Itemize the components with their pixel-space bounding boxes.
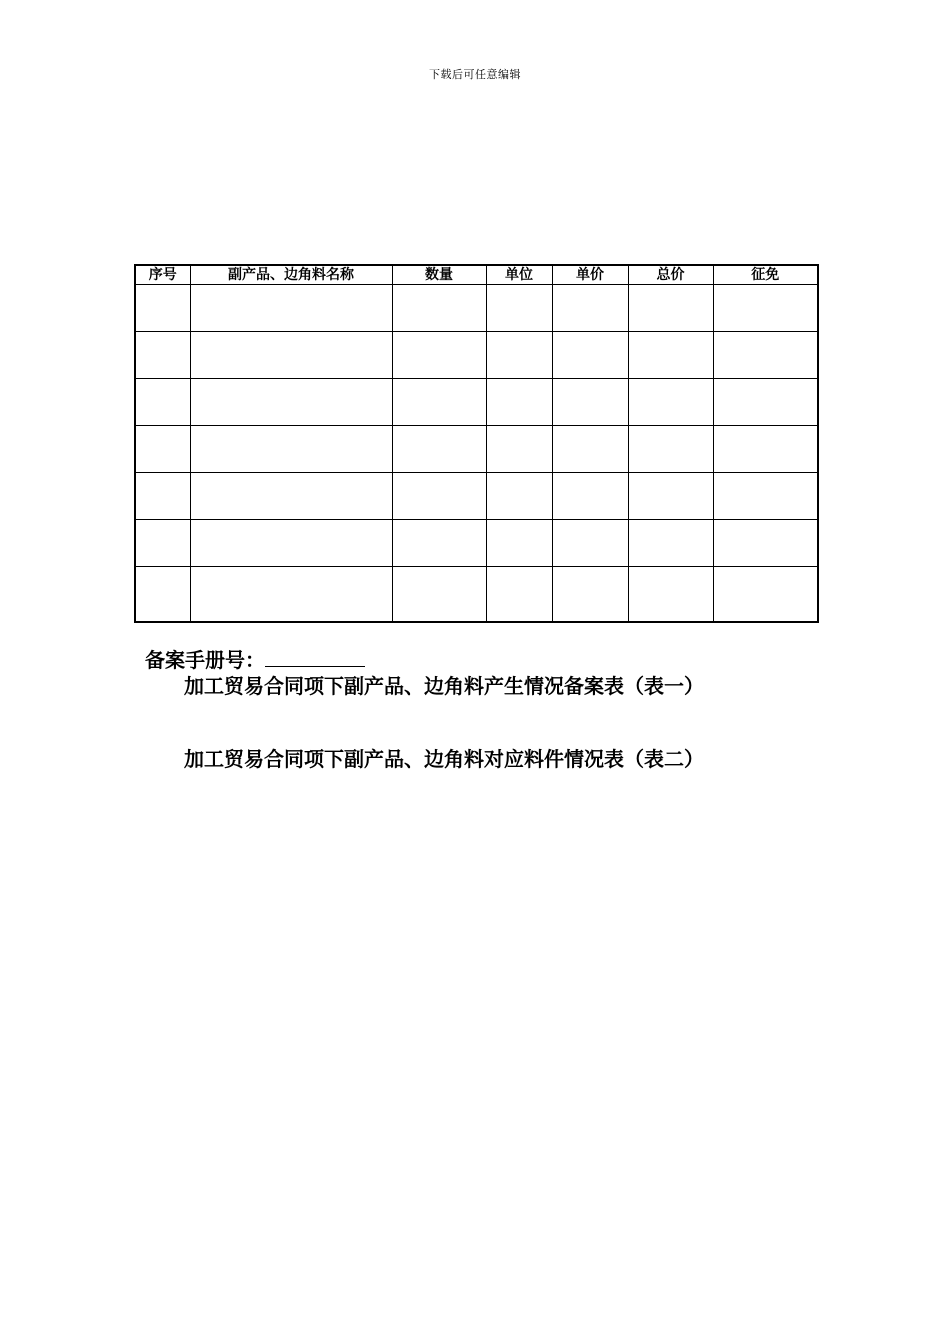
table-row bbox=[135, 332, 818, 379]
page-header-note: 下载后可任意编辑 bbox=[429, 68, 521, 81]
table-cell[interactable] bbox=[628, 473, 713, 520]
table-cell[interactable] bbox=[713, 285, 818, 332]
table-cell[interactable] bbox=[392, 332, 486, 379]
table-cell[interactable] bbox=[135, 567, 190, 623]
table-row bbox=[135, 285, 818, 332]
column-header-total-price: 总价 bbox=[628, 265, 713, 285]
column-header-tax-status: 征免 bbox=[713, 265, 818, 285]
table-cell[interactable] bbox=[190, 332, 392, 379]
table-cell[interactable] bbox=[713, 332, 818, 379]
table-cell[interactable] bbox=[135, 426, 190, 473]
table-cell[interactable] bbox=[628, 379, 713, 426]
table-cell[interactable] bbox=[552, 379, 628, 426]
table-cell[interactable] bbox=[552, 426, 628, 473]
table-row bbox=[135, 379, 818, 426]
column-header-serial: 序号 bbox=[135, 265, 190, 285]
table-cell[interactable] bbox=[190, 473, 392, 520]
table-cell[interactable] bbox=[552, 567, 628, 623]
column-header-quantity: 数量 bbox=[392, 265, 486, 285]
table-cell[interactable] bbox=[392, 379, 486, 426]
table-cell[interactable] bbox=[486, 379, 552, 426]
table-row bbox=[135, 520, 818, 567]
table-cell[interactable] bbox=[392, 285, 486, 332]
table-cell[interactable] bbox=[628, 426, 713, 473]
table-cell[interactable] bbox=[486, 332, 552, 379]
form-title-table-two: 加工贸易合同项下副产品、边角料对应料件情况表（表二） bbox=[184, 747, 704, 771]
column-header-item-name: 副产品、边角料名称 bbox=[190, 265, 392, 285]
manual-number-label: 备案手册号： bbox=[145, 648, 265, 672]
table-cell[interactable] bbox=[713, 567, 818, 623]
table-cell[interactable] bbox=[135, 473, 190, 520]
table-cell[interactable] bbox=[190, 567, 392, 623]
table-cell[interactable] bbox=[190, 285, 392, 332]
table-header-row bbox=[135, 265, 818, 285]
table-cell[interactable] bbox=[392, 567, 486, 623]
form-title-table-one: 加工贸易合同项下副产品、边角料产生情况备案表（表一） bbox=[184, 674, 704, 698]
table-cell[interactable] bbox=[552, 473, 628, 520]
table-cell[interactable] bbox=[135, 520, 190, 567]
table-cell[interactable] bbox=[135, 332, 190, 379]
table-cell[interactable] bbox=[486, 567, 552, 623]
table-cell[interactable] bbox=[190, 426, 392, 473]
table-cell[interactable] bbox=[628, 332, 713, 379]
byproduct-table bbox=[134, 264, 819, 623]
table-row bbox=[135, 567, 818, 623]
column-header-unit-price: 单价 bbox=[552, 265, 628, 285]
table-row bbox=[135, 426, 818, 473]
table-cell[interactable] bbox=[713, 520, 818, 567]
table-cell[interactable] bbox=[486, 473, 552, 520]
table-cell[interactable] bbox=[713, 473, 818, 520]
table-cell[interactable] bbox=[190, 520, 392, 567]
table-cell[interactable] bbox=[628, 567, 713, 623]
table-cell[interactable] bbox=[628, 520, 713, 567]
table-cell[interactable] bbox=[135, 285, 190, 332]
table-cell[interactable] bbox=[713, 426, 818, 473]
table-cell[interactable] bbox=[713, 379, 818, 426]
table-cell[interactable] bbox=[486, 426, 552, 473]
table-cell[interactable] bbox=[135, 379, 190, 426]
table-cell[interactable] bbox=[392, 473, 486, 520]
table-cell[interactable] bbox=[552, 520, 628, 567]
table-cell[interactable] bbox=[552, 285, 628, 332]
manual-number-blank[interactable] bbox=[265, 646, 365, 667]
table-cell[interactable] bbox=[392, 520, 486, 567]
table-cell[interactable] bbox=[190, 379, 392, 426]
table-row bbox=[135, 473, 818, 520]
table-cell[interactable] bbox=[486, 285, 552, 332]
table-cell[interactable] bbox=[486, 520, 552, 567]
table-cell[interactable] bbox=[552, 332, 628, 379]
column-header-unit: 单位 bbox=[486, 265, 552, 285]
manual-number-line bbox=[145, 646, 365, 674]
table-cell[interactable] bbox=[628, 285, 713, 332]
table-cell[interactable] bbox=[392, 426, 486, 473]
